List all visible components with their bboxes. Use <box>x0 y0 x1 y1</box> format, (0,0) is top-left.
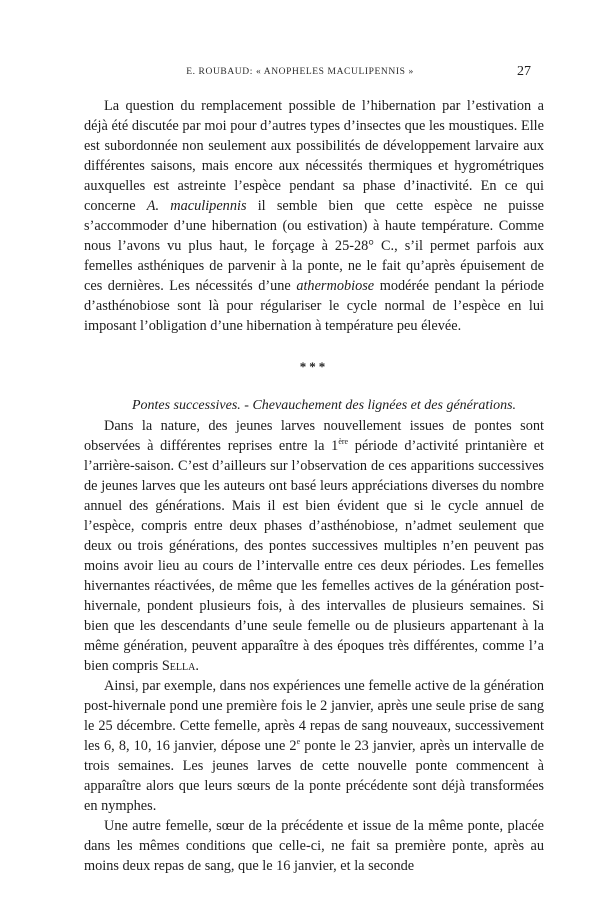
term-athermobiose: athermobiose <box>296 278 375 294</box>
paragraph-pontes <box>84 416 544 676</box>
paragraph-example <box>84 676 544 816</box>
paragraph-text: modérée pendant la période d’asthénobiose sont là pour régulariser le cycle normal de l’espèce en lui imposant l’obligation d’une hibernation à température peu élevée. <box>84 278 544 334</box>
superscript: ère <box>338 437 349 447</box>
paragraph-text: Ainsi, par exemple, dans nos expériences une femelle active de la génération post-hivernale pond une première fois le 2 janvier, après une seule prise de sang le 25 décembre. Cette femelle, après 4 repas de sang nouveaux, successivement les 6, 8, 10, 16 janvier, dépose une 2 <box>84 678 544 754</box>
author-name: Sella <box>161 658 196 674</box>
paragraph-second-female: Une autre femelle, sœur de la précédente et issue de la même ponte, placée dans les mêmes conditions que celle-ci, ne fait sa première ponte, après au moins deux repas de sang, que le 16 janvier, et la seconde <box>84 818 544 874</box>
paragraph-hibernation <box>84 96 544 336</box>
superscript: e <box>296 737 301 747</box>
body-text <box>84 96 544 876</box>
species-name: A. maculipennis <box>146 198 247 214</box>
paragraph-text: ponte le 23 janvier, après un intervalle de trois semaines. Les jeunes larves de cette nouvelle ponte commencent à apparaître alors que leurs sœurs de la ponte précédente sont déjà transformées en nymphes. <box>84 738 545 814</box>
paragraph-text: période d’activité printanière et l’arrière-saison. C’est d’ailleurs sur l’observation de ces apparitions successives de jeunes larves que les auteurs ont basé leurs appréciations diverses du nombre annuel des générations. Mais il est bien évident que si le cycle annuel de l’espèce, compris entre deux phases d’asthénobiose, n’admet seulement que deux ou trois générations, des pontes successives multiples n’en peuvent pas moins avoir lieu au cours de l’intervalle entre ces deux périodes. Les femelles hivernantes réactivées, de même que les femelles actives de la génération post-hivernale, pondent plusieurs fois, à des intervalles de plusieurs semaines. Si bien que les descendants d’une seule femelle ou de plusieurs appartenant à la même génération, peuvent apparaître à des époques très différentes, comme l’a bien compris <box>84 438 545 674</box>
paragraph-text: il semble bien que cette espèce ne puisse s’accommoder d’une hibernation (ou estivation) à haute température. Comme nous l’avons vu plus haut, le forçage à 25-28° C., s’il permet parfois aux femelles asthéniques de parvenir à la ponte, ne le fait qu’après épuisement de ces dernières. Les nécessités d’une <box>84 198 544 294</box>
section-separator: *** <box>299 359 329 374</box>
running-head: E. ROUBAUD: « ANOPHELES MACULIPENNIS » <box>186 67 414 77</box>
paragraph-text: Dans la nature, des jeunes larves nouvellement issues de pontes sont observées à différentes reprises entre la 1 <box>84 418 544 454</box>
paragraph-text: . <box>195 658 199 674</box>
paragraph-text: La question du remplacement possible de l’hibernation par l’estivation a déjà été discutée par moi pour d’autres types d’insectes que les moustiques. Elle est subordonnée non seulement aux possibilités de développement larvaire aux différentes saisons, mais encore aux nécessités thermiques et hygrométriques auxquelles est astreinte l’espèce pendant sa phase d’inactivité. En ce qui concerne <box>84 98 544 214</box>
page-number: 27 <box>517 64 531 79</box>
section-title: Pontes successives. - Chevauchement des lignées et des générations. <box>131 398 517 413</box>
